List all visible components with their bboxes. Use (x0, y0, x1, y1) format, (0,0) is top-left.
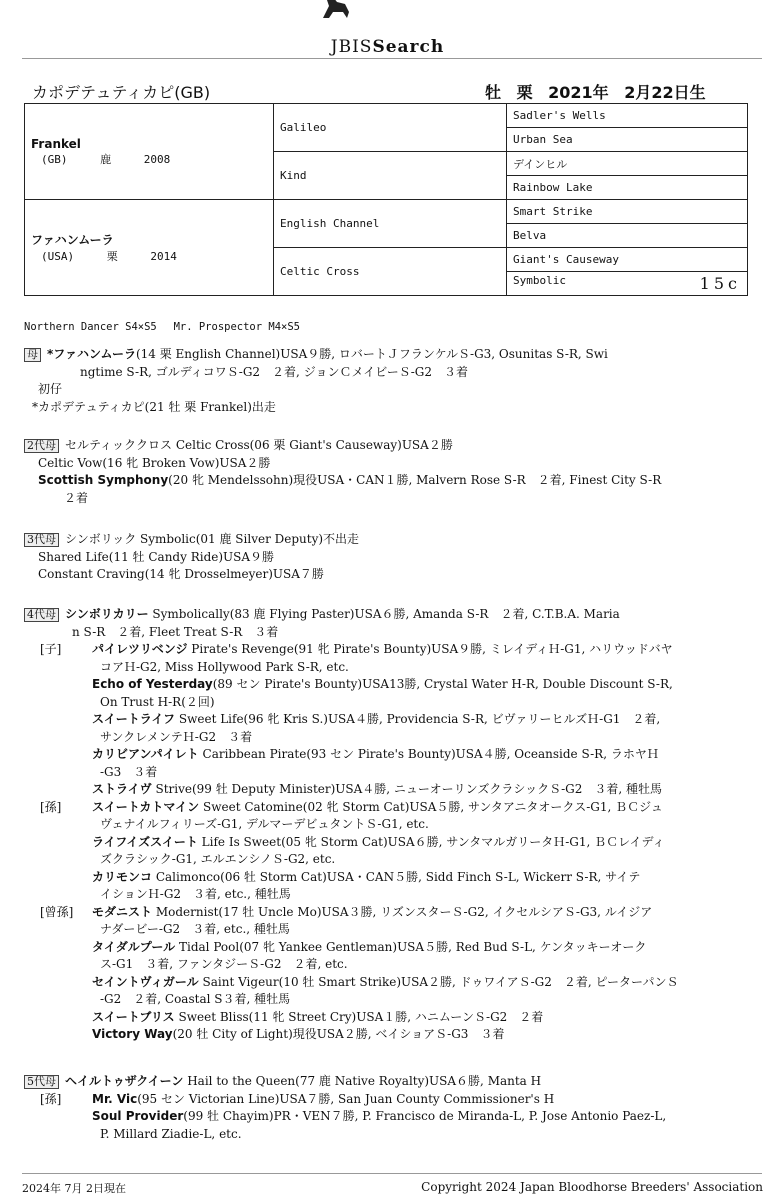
entry-record: Strive(99 牡 Deputy Minister)USA４勝, ニューオーリンズクラシックＳ-G2 ３着, 種牡馬 (155, 782, 662, 796)
pedigree-table (24, 103, 748, 296)
entry-record: Symbolically(83 鹿 Flying Paster)USA６勝, Amanda S-R ２着, C.T.B.A. Maria (152, 607, 620, 621)
entry-record: Sweet Bliss(11 牝 Street Cry)USA１勝, ハニムーンＳ-G2 ２着 (178, 1009, 544, 1024)
section-tag: 3代母 (24, 533, 59, 547)
dam-year: 2014 (150, 250, 177, 263)
section-tag: 母 (24, 348, 41, 362)
entry-name[interactable]: スイートカトマイン (92, 799, 200, 814)
entry-name[interactable]: スイートライフ (92, 712, 176, 726)
pedigree-g2-cell[interactable]: Kind (274, 152, 507, 200)
entry-record: Hail to the Queen(77 鹿 Native Royalty)USA６勝, Manta H (187, 1074, 542, 1088)
gen2-section (24, 437, 724, 507)
entry-record-cont: P. Millard Ziadie-L, etc. (100, 1126, 242, 1141)
entry-name[interactable]: セイントヴィガール (92, 974, 199, 989)
entry-record: (20 牡 City of Light)現役USA２勝, ベイショアＳ-G3 ３着 (172, 1027, 505, 1041)
entry-record: Pirate's Revenge(91 牝 Pirate's Bounty)USA９勝, ミレイディＨ-G1, ハリウッドバヤ (191, 642, 673, 656)
entry-record-cont: ズクラシック-G1, エルエンシノＳ-G2, etc. (100, 852, 336, 866)
pedigree-g3-cell[interactable]: Urban Sea (507, 128, 748, 152)
pedigree-g3-cell[interactable]: Belva (507, 224, 748, 248)
entry-record-cont: ngtime S-R, ゴルディコワＳ-G2 ２着, ジョンＣメイビーＳ-G2 ３着 (80, 364, 469, 379)
jbis-logo[interactable] (0, 6, 775, 57)
pedigree-g3-cell[interactable]: Rainbow Lake (507, 176, 748, 200)
horse-name: カポデテュティカピ(GB) (32, 83, 211, 102)
entry-record: Calimonco(06 牡 Storm Cat)USA・CAN５勝, Sidd Finch S-L, Wickerr S-R, サイテ (155, 869, 641, 884)
entry-record-cont: コアＨ-G2, Miss Hollywood Park S-R, etc. (100, 659, 349, 674)
entry-name[interactable]: *ファハンムーラ (47, 347, 136, 361)
entry-name[interactable]: Mr. Vic (92, 1091, 138, 1106)
sire-color: 鹿 (100, 152, 112, 166)
pedigree-g3-cell[interactable]: Giant's Causeway (507, 248, 748, 272)
pedigree-g3-cell[interactable]: Smart Strike (507, 200, 748, 224)
footer-divider (22, 1173, 762, 1174)
pedigree-g3-cell[interactable]: デインヒル (507, 152, 748, 176)
sire-year: 2008 (143, 152, 171, 166)
entry-name[interactable]: ライフイズスイート (92, 834, 198, 849)
logo-text-search: Search (372, 37, 445, 57)
entry-record-cont: ２着 (64, 490, 89, 505)
entry-record: (14 栗 English Channel)USA９勝, ロバートＪフランケルＳ-G3, Osunitas S-R, Swi (135, 347, 608, 361)
entry-name[interactable]: カリモンコ (92, 869, 153, 884)
entry-name[interactable]: タイダルプール (92, 939, 176, 954)
entry-record: Modernist(17 牡 Uncle Mo)USA３勝, リズンスターＳ-G2, イクセルシアＳ-G3, ルイジア (155, 904, 653, 919)
group-label: [曾孫] (40, 904, 74, 919)
sire-name[interactable]: Frankel (31, 136, 81, 151)
entry-record: Tidal Pool(07 牝 Yankee Gentleman)USA５勝, Red Bud S-L, ケンタッキーオーク (179, 939, 647, 954)
entry-name[interactable]: Scottish Symphony (38, 473, 169, 487)
entry-record-cont: -G3 ３着 (100, 764, 158, 779)
entry-record: (95 セン Victorian Line)USA７勝, San Juan County Commissioner's H (137, 1091, 555, 1106)
group-label: [孫] (40, 1091, 62, 1106)
dam-section (24, 346, 724, 416)
entry-name[interactable]: パイレツリベンジ (92, 642, 188, 656)
entry-record: シンボリック Symbolic(01 鹿 Silver Deputy)不出走 (65, 532, 360, 546)
dam-color: 栗 (106, 250, 118, 263)
pedigree-g3-cell[interactable]: Sadler's Wells (507, 104, 748, 128)
header-divider (22, 58, 762, 59)
gen4-section (24, 606, 724, 1044)
entry-record: Life Is Sweet(05 牝 Storm Cat)USA６勝, サンタマルガリータＨ-G1, ＢＣレイディ (201, 834, 665, 849)
entry-record: Shared Life(11 牡 Candy Ride)USA９勝 (38, 549, 275, 564)
entry-record: Caribbean Pirate(93 セン Pirate's Bounty)USA４勝, Oceanside S-R, ラホヤＨ (202, 747, 659, 761)
dam-name[interactable]: ファハンムーラ (31, 233, 114, 247)
entry-record-cont: On Trust H-R(２回) (100, 694, 215, 709)
entry-record-cont: ス-G1 ３着, ファンタジーＳ-G2 ２着, etc. (100, 957, 348, 971)
entry-record: (89 セン Pirate's Bounty)USA13勝, Crystal Water H-R, Double Discount S-R, (212, 677, 673, 691)
copyright: Copyright 2024 Japan Bloodhorse Breeders' Association (421, 1180, 763, 1194)
pedigree-g2-cell[interactable]: Celtic Cross (274, 248, 507, 296)
entry-note: 初仔 (38, 382, 63, 396)
gen5-section (24, 1073, 724, 1143)
section-tag: 2代母 (24, 439, 59, 453)
pedigree-g3-name[interactable]: Symbolic (513, 274, 566, 287)
pedigree-g3-cell (507, 272, 748, 296)
sire-origin: (GB) (41, 152, 68, 166)
horse-jockey-icon (319, 0, 353, 25)
entry-name[interactable]: Soul Provider (92, 1109, 184, 1123)
entry-name[interactable]: カリビアンパイレト (92, 747, 199, 761)
as-of-date: 2024年 7月 2日現在 (22, 1182, 126, 1195)
section-tag: 5代母 (24, 1075, 59, 1089)
group-label: [子] (40, 642, 62, 656)
entry-record-cont: サンクレメンテＨ-G2 ３着 (100, 729, 253, 744)
entry-name[interactable]: ストライヴ (92, 782, 152, 796)
gen3-section (24, 531, 724, 584)
pedigree-g2-cell[interactable]: English Channel (274, 200, 507, 248)
horse-info: 牡 栗 2021年 2月22日生 (485, 83, 706, 102)
entry-record: Constant Craving(14 牝 Drosselmeyer)USA７勝 (38, 567, 324, 581)
entry-name[interactable]: シンボリカリー (65, 607, 149, 621)
inbreeding-note: Northern Dancer S4×S5 Mr. Prospector M4×S5 (24, 321, 301, 333)
pedigree-g2-cell[interactable]: Galileo (274, 104, 507, 152)
logo-text-jbis: JBIS (330, 37, 373, 57)
entry-record-cont: -G2 ２着, Coastal S３着, 種牡馬 (100, 992, 291, 1006)
dam-origin: (USA) (41, 250, 75, 263)
entry-record-cont: n S-R ２着, Fleet Treat S-R ３着 (72, 624, 279, 639)
group-label: [孫] (40, 799, 62, 814)
entry-record: Sweet Life(96 牝 Kris S.)USA４勝, Providencia S-R, ビヴァリーヒルズＨ-G1 ２着, (178, 712, 661, 726)
sire-cell (25, 104, 274, 200)
entry-record-cont: イションＨ-G2 ３着, etc., 種牡馬 (100, 887, 291, 901)
entry-offspring: *カポデテュティカピ(21 牡 栗 Frankel)出走 (32, 399, 276, 414)
family-code: 15c (699, 274, 741, 293)
entry-record: (99 牡 Chayim)PR・VEN７勝, P. Francisco de Miranda-L, P. Jose Antonio Paez-L, (183, 1109, 667, 1123)
entry-name[interactable]: モダニスト (92, 904, 153, 919)
entry-record: Sweet Catomine(02 牝 Storm Cat)USA５勝, サンタアニタオークス-G1, ＢＣジュ (203, 799, 663, 814)
dam-cell (25, 200, 274, 296)
entry-record-cont: ヴェナイルフィリーズ-G1, デルマーデビュタントＳ-G1, etc. (100, 817, 429, 831)
entry-name[interactable]: ヘイルトゥザクイーン (65, 1074, 184, 1088)
entry-record: (20 牝 Mendelssohn)現役USA・CAN１勝, Malvern Rose S-R ２着, Finest City S-R (168, 473, 662, 487)
entry-record: Saint Vigeur(10 牡 Smart Strike)USA２勝, ドゥワイアＳ-G2 ２着, ピーターパンＳ (202, 974, 679, 989)
entry-name[interactable]: スイートブリス (92, 1009, 175, 1024)
entry-record-cont: ナダービー-G2 ３着, etc., 種牡馬 (100, 922, 290, 936)
entry-record: セルティッククロス Celtic Cross(06 栗 Giant's Causeway)USA２勝 (65, 438, 453, 452)
entry-name[interactable]: Victory Way (92, 1027, 173, 1041)
entry-name[interactable]: Echo of Yesterday (92, 677, 213, 691)
section-tag: 4代母 (24, 608, 59, 622)
entry-record: Celtic Vow(16 牝 Broken Vow)USA２勝 (38, 455, 271, 470)
